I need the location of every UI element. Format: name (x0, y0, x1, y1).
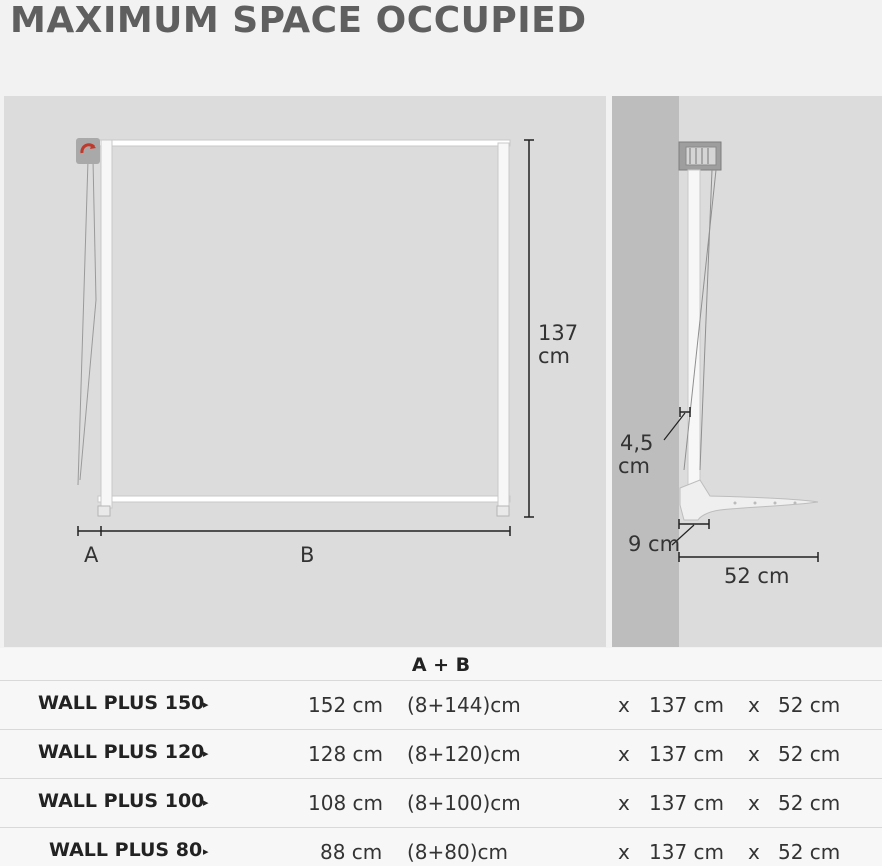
width-cell: 152 cm (308, 693, 384, 717)
breakdown-cell: (8+80)cm (407, 840, 509, 864)
height-value-label: 137 (538, 321, 579, 345)
depth-cell: 52 cm (778, 791, 841, 815)
breakdown-cell: (8+120)cm (407, 742, 521, 766)
times-sign: x (618, 693, 630, 717)
table-row (0, 827, 882, 866)
arrow-right-icon: ▸ (203, 845, 209, 858)
label-a: A (84, 543, 99, 567)
arrow-right-icon: ▸ (203, 747, 209, 760)
height-cell: 137 cm (649, 693, 725, 717)
depth-label: 52 cm (724, 564, 790, 588)
depth-cell: 52 cm (778, 840, 841, 864)
times-sign: x (748, 840, 760, 864)
height-cell: 137 cm (649, 791, 725, 815)
arrow-right-icon: ▸ (203, 796, 209, 809)
height-dimension-line (524, 140, 534, 517)
row-divider (0, 680, 882, 681)
model-name: WALL PLUS 150 (38, 692, 205, 714)
table-row (0, 680, 882, 728)
width-cell: 108 cm (308, 791, 384, 815)
winder-handle-icon (76, 138, 100, 164)
arrow-right-icon: ▸ (203, 698, 209, 711)
times-sign: x (618, 791, 630, 815)
label-b: B (300, 543, 315, 567)
front-frame (78, 140, 510, 516)
model-name: WALL PLUS 100 (38, 790, 205, 812)
model-name: WALL PLUS 80 (49, 839, 203, 861)
times-sign: x (618, 840, 630, 864)
depth-dimension-line (679, 552, 818, 562)
row-divider (0, 827, 882, 828)
times-sign: x (748, 742, 760, 766)
times-sign: x (748, 693, 760, 717)
row-divider (0, 778, 882, 779)
page-title: MAXIMUM SPACE OCCUPIED (10, 0, 587, 41)
model-name: WALL PLUS 120 (38, 741, 205, 763)
breakdown-cell: (8+100)cm (407, 791, 521, 815)
table-header: A + B (411, 654, 471, 676)
times-sign: x (748, 791, 760, 815)
height-unit-label: cm (538, 344, 571, 368)
wall-offset-value-label: 4,5 (620, 431, 654, 455)
depth-cell: 52 cm (778, 693, 841, 717)
side-bracket (679, 142, 818, 520)
height-cell: 137 cm (649, 742, 725, 766)
breakdown-cell: (8+144)cm (407, 693, 521, 717)
height-cell: 137 cm (649, 840, 725, 864)
wall-offset-unit-label: cm (618, 454, 651, 478)
table-row (0, 729, 882, 777)
width-dimension-line (78, 526, 510, 536)
wall-offset-dimension (664, 407, 690, 440)
width-cell: 88 cm (320, 840, 383, 864)
width-cell: 128 cm (308, 742, 384, 766)
row-divider (0, 729, 882, 730)
table-row (0, 778, 882, 826)
depth-cell: 52 cm (778, 742, 841, 766)
times-sign: x (618, 742, 630, 766)
base-offset-label: 9 cm (628, 532, 681, 556)
